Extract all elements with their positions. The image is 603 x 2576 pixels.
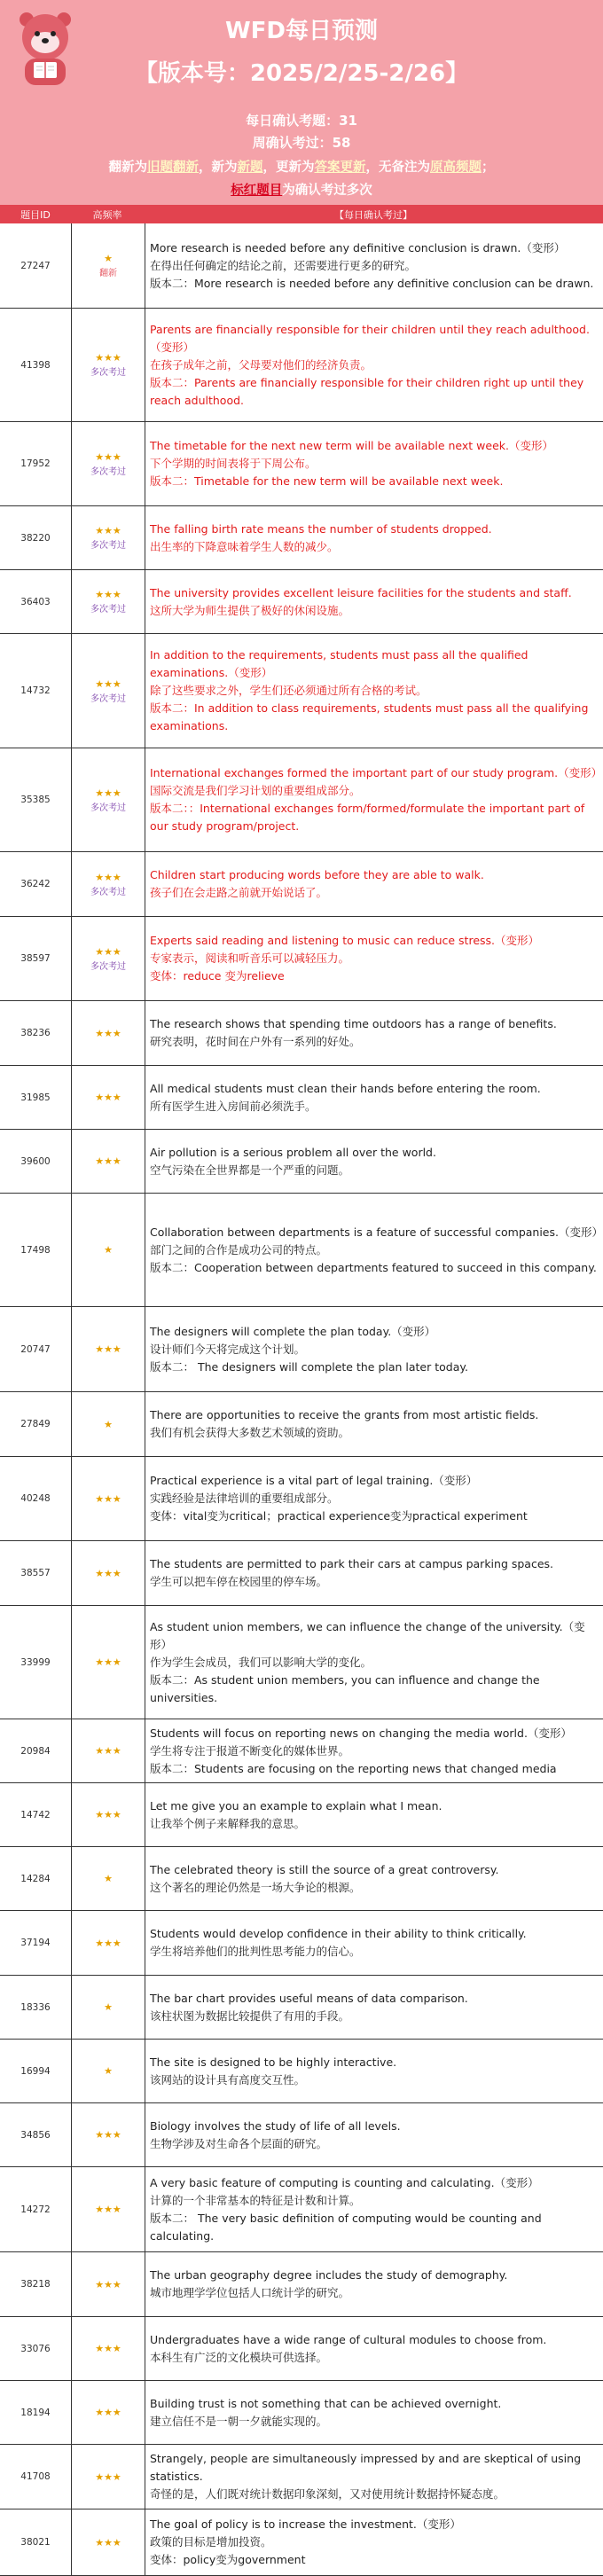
frequency-cell [72,1307,145,1391]
red-tip: 标红题目为确认考过多次 [231,184,372,198]
question-id: 38220 [0,506,72,569]
table-row [0,223,603,309]
question-id: 41398 [0,309,72,421]
question-id: 14742 [0,1783,72,1846]
question-id: 20984 [0,1719,72,1782]
table-row [0,1541,603,1606]
sentence-line: 版本二：In addition to class requirements, students must pass all the qualifying examinations. [150,701,589,732]
sentence-cell [145,2445,603,2509]
frequency-cell [72,1541,145,1605]
table-row [0,1783,603,1847]
sentence-cell [145,422,603,505]
sentence-english: Experts said reading and listening to music can reduce stress.（变形） [150,934,540,947]
frequency-cell [72,1066,145,1129]
frequency-cell [72,1783,145,1846]
star-rating-icon: ★★★ [95,945,121,958]
sentence-english: The site is designed to be highly interactive. [150,2055,397,2069]
sentence-cell [145,506,603,569]
table-row [0,1001,603,1066]
sentence-line: 在得出任何确定的结论之前，还需要进行更多的研究。 [150,258,417,272]
frequency-tag: 多次考过 [90,887,126,897]
question-table [0,223,603,2576]
sentence-line: 设计师们今天将完成这个计划。 [150,1342,306,1356]
sentence-english: There are opportunities to receive the grants from most artistic fields. [150,1408,539,1421]
frequency-cell [72,506,145,569]
frequency-tag: 多次考过 [90,961,126,972]
frequency-tag: 多次考过 [90,605,126,615]
frequency-cell [72,1130,145,1193]
table-row [0,506,603,570]
frequency-cell [72,1976,145,2039]
question-id: 14284 [0,1847,72,1910]
sentence-cell [145,223,603,308]
star-rating-icon: ★★★ [95,589,121,600]
table-row [0,2252,603,2317]
sentence-line: 版本二：As student union members, you can influence and change the universities. [150,1672,540,1704]
sentence-line: 该网站的设计具有高度交互性。 [150,2072,306,2087]
question-id: 38557 [0,1541,72,1605]
question-id: 20747 [0,1307,72,1391]
sentence-line: 奇怪的是，人们既对统计数据印象深刻，又对使用统计数据持怀疑态度。 [150,2487,505,2501]
table-row [0,1976,603,2040]
star-rating-icon: ★ [104,1418,113,1430]
sentence-line: 出生率的下降意味着学生人数的减少。 [150,539,339,553]
sentence-english: Parents are financially responsible for their children until they reach adulthood.（变形） [150,322,590,354]
table-row [0,1307,603,1392]
sentence-cell [145,634,603,748]
table-row [0,309,603,422]
column-header-confirmed: 【每日确认考过】 [334,208,412,221]
weekly-count: 周确认考过：58 [252,135,351,151]
frequency-cell [72,1001,145,1065]
sentence-line: 政策的目标是增加投资。 [150,2535,272,2549]
sentence-line: 这个著名的理论仍然是一场大争论的根源。 [150,1880,361,1894]
sentence-english: The designers will complete the plan today.（变形） [150,1324,436,1338]
frequency-cell [72,2445,145,2509]
star-rating-icon: ★★★ [95,1027,121,1039]
sentence-line: 计算的一个非常基本的特征是计数和计算。 [150,2193,361,2207]
sentence-cell [145,2509,603,2575]
sentence-line: 版本二： The very basic definition of computing would be counting and calculating. [150,2211,542,2243]
sentence-cell [145,917,603,1000]
sentence-line: 研究表明，花时间在户外有一系列的好处。 [150,1035,361,1048]
sentence-line: 专家表示，阅读和听音乐可以减轻压力。 [150,951,350,965]
frequency-cell [72,309,145,421]
version-label: 【版本号：2025/2/25-2/26】 [134,60,469,87]
sentence-line: 建立信任不是一朝一夕就能实现的。 [150,2414,328,2428]
star-rating-icon: ★★★ [95,352,121,364]
frequency-cell [72,1911,145,1975]
sentence-english: Undergraduates have a wide range of cultural modules to choose from. [150,2332,547,2346]
sentence-line: 生物学涉及对生命各个层面的研究。 [150,2136,328,2150]
frequency-cell [72,634,145,748]
frequency-cell [72,1194,145,1306]
sentence-english: The bar chart provides useful means of data comparison. [150,1991,468,2005]
frequency-tag: 多次考过 [90,368,126,378]
sentence-cell [145,1392,603,1456]
sentence-english: The timetable for the next new term will be available next week.（变形） [150,439,553,452]
question-id: 37194 [0,1911,72,1975]
table-row [0,748,603,852]
sentence-line: 该柱状图为数据比较提供了有用的手段。 [150,2008,350,2023]
sentence-english: More research is needed before any definitive conclusion is drawn.（变形） [150,240,566,254]
frequency-cell [72,1847,145,1910]
star-rating-icon: ★ [104,1244,113,1256]
sentence-cell [145,1001,603,1065]
question-id: 14732 [0,634,72,748]
sentence-line: 版本二：Cooperation between departments featured to succeed in this company. [150,1260,597,1274]
sentence-line: 版本二：Students are focusing on the reporting news that changed media [150,1761,557,1775]
sentence-cell [145,1911,603,1975]
frequency-cell [72,570,145,633]
sentence-line: 所有医学生进入房间前必须洗手。 [150,1099,317,1113]
sentence-english: All medical students must clean their hands before entering the room. [150,1081,541,1095]
star-rating-icon: ★★★ [95,2536,121,2549]
sentence-line: 学生将专注于报道不断变化的媒体世界。 [150,1743,350,1758]
star-rating-icon: ★★★ [95,1343,121,1355]
question-id: 35385 [0,748,72,851]
question-id: 41708 [0,2445,72,2509]
sentence-cell [145,570,603,633]
column-header-frequency: 高频率 [92,208,122,221]
table-row [0,1130,603,1194]
question-id: 38597 [0,917,72,1000]
question-id: 33076 [0,2317,72,2380]
sentence-line: 版本二：：International exchanges form/formed/formulate the important part of our study program/project. [150,802,585,833]
frequency-cell [72,223,145,308]
frequency-cell [72,2317,145,2380]
sentence-english: The celebrated theory is still the source of a great controversy. [150,1862,499,1876]
frequency-cell [72,2167,145,2251]
table-row [0,634,603,748]
sentence-english: Practical experience is a vital part of legal training.（变形） [150,1474,478,1487]
sentence-cell [145,1847,603,1910]
question-id: 16994 [0,2040,72,2102]
sentence-line: 版本二：Parents are financially responsible for their children right up until they reach adulthood. [150,375,584,407]
sentence-line: 学生可以把车停在校园里的停车场。 [150,1575,328,1588]
sentence-english: Biology involves the study of life of all levels. [150,2118,401,2133]
table-row [0,1606,603,1719]
frequency-cell [72,1719,145,1782]
star-rating-icon: ★ [104,2001,113,2013]
star-rating-icon: ★★★ [95,1092,121,1103]
sentence-line: 版本二： The designers will complete the plan later today. [150,1359,468,1374]
table-row [0,422,603,506]
question-id: 17498 [0,1194,72,1306]
sentence-english: In addition to the requirements, students must pass all the qualified examinations.（变形） [150,648,529,679]
table-row [0,1911,603,1976]
sentence-english: Let me give you an example to explain what I mean. [150,1798,442,1813]
sentence-english: A very basic feature of computing is counting and calculating.（变形） [150,2175,539,2189]
question-id: 38021 [0,2509,72,2575]
sentence-cell [145,1541,603,1605]
sentence-line: 作为学生会成员，我们可以影响大学的变化。 [150,1655,372,1669]
question-id: 14272 [0,2167,72,2251]
frequency-cell [72,2381,145,2444]
star-rating-icon: ★★★ [95,1937,121,1949]
question-id: 18336 [0,1976,72,2039]
table-row [0,917,603,1001]
sentence-cell [145,2103,603,2166]
star-rating-icon: ★★★ [95,2129,121,2141]
sentence-cell [145,852,603,916]
sentence-english: Children start producing words before they are able to walk. [150,868,484,881]
sentence-line: 空气污染在全世界都是一个严重的问题。 [150,1163,350,1177]
question-id: 27247 [0,223,72,308]
star-rating-icon: ★★★ [95,450,121,463]
frequency-tag: 多次考过 [90,541,126,551]
sentence-line: 学生将培养他们的批判性思考能力的信心。 [150,1945,361,1958]
table-row [0,2381,603,2445]
sentence-english: The research shows that spending time outdoors has a range of benefits. [150,1017,557,1030]
sentence-english: International exchanges formed the important part of our study program.（变形） [150,766,603,779]
sentence-cell [145,1719,603,1782]
table-row [0,570,603,634]
table-row [0,2103,603,2167]
sentence-line: 让我举个例子来解释我的意思。 [150,1816,306,1830]
sentence-cell [145,1457,603,1540]
sentence-cell [145,1606,603,1719]
sentence-english: As student union members, we can influence the change of the university.（变形） [150,1619,585,1651]
table-row [0,1847,603,1911]
sentence-line: 实践经验是法律培训的重要组成部分。 [150,1492,339,1505]
question-id: 31985 [0,1066,72,1129]
header-banner [0,0,603,223]
sentence-cell [145,2317,603,2380]
table-row [0,2445,603,2509]
star-rating-icon: ★★★ [95,1492,121,1505]
sentence-line: 国际交流是我们学习计划的重要组成部分。 [150,784,361,797]
frequency-cell [72,2509,145,2575]
sentence-line: 除了这些要求之外，学生们还必须通过所有合格的考试。 [150,684,427,697]
sentence-line: 城市地理学学位包括人口统计学的研究。 [150,2286,350,2299]
question-id: 38236 [0,1001,72,1065]
frequency-cell [72,1392,145,1456]
legend-note: 翻新为旧题翻新，新为新题，更新为答案更新，无备注为原高频题； [108,161,495,175]
sentence-line: 版本二：More research is needed before any definitive conclusion can be drawn. [150,276,594,290]
star-rating-icon: ★★★ [95,2343,121,2354]
frequency-cell [72,748,145,851]
sentence-line: 在孩子成年之前，父母要对他们的经济负责。 [150,357,372,372]
star-rating-icon: ★★★ [95,1656,121,1668]
question-id: 18194 [0,2381,72,2444]
star-rating-icon: ★★★ [95,2470,121,2483]
table-row [0,1457,603,1541]
daily-count: 每日确认考题：31 [246,113,357,129]
sentence-cell [145,2381,603,2444]
sentence-english: The falling birth rate means the number of students dropped. [150,521,492,536]
sentence-english: The students are permitted to park their cars at campus parking spaces. [150,1557,554,1570]
frequency-cell [72,852,145,916]
sentence-english: Students would develop confidence in their ability to think critically. [150,1927,527,1940]
frequency-cell [72,2252,145,2316]
frequency-tag: 多次考过 [90,693,126,704]
frequency-tag: 翻新 [99,269,117,278]
frequency-cell [72,2040,145,2102]
sentence-english: Building trust is not something that can be achieved overnight. [150,2396,502,2410]
star-rating-icon: ★★★ [95,2204,121,2215]
frequency-cell [72,917,145,1000]
sentence-line: 变体：reduce 变为relieve [150,969,285,983]
star-rating-icon: ★★★ [95,1155,121,1167]
sentence-line: 这所大学为师生提供了极好的休闲设施。 [150,603,350,617]
sentence-cell [145,1976,603,2039]
question-id: 40248 [0,1457,72,1540]
table-header [0,205,603,223]
question-id: 36242 [0,852,72,916]
table-row [0,2040,603,2103]
table-row [0,1719,603,1783]
sentence-cell [145,1783,603,1846]
sentence-cell [145,2040,603,2102]
star-rating-icon: ★ [104,253,113,264]
sentence-line: 变体：vital变为critical；practical experience变为practical experiment [150,1509,528,1523]
column-header-id: 题目ID [20,208,51,221]
star-rating-icon: ★★★ [95,2407,121,2418]
frequency-tag: 多次考过 [90,803,126,813]
question-id: 33999 [0,1606,72,1719]
sentence-line: 我们有机会获得大多数艺术领域的资助。 [150,1426,350,1439]
question-id: 39600 [0,1130,72,1193]
frequency-cell [72,2103,145,2166]
table-row [0,1392,603,1457]
sentence-cell [145,2252,603,2316]
sentence-cell [145,309,603,421]
sentence-cell [145,1130,603,1193]
table-row [0,1194,603,1307]
table-row [0,852,603,917]
sentence-english: The urban geography degree includes the study of demography. [150,2268,508,2282]
sentence-cell [145,1307,603,1391]
sentence-line: 变体：policy变为government [150,2553,306,2566]
page-title: WFD每日预测 [224,18,379,44]
sentence-english: Strangely, people are simultaneously impressed by and are skeptical of using statistics. [150,2452,582,2483]
table-row [0,2167,603,2252]
question-id: 34856 [0,2103,72,2166]
sentence-english: The university provides excellent leisure facilities for the students and staff. [150,585,572,599]
question-id: 38218 [0,2252,72,2316]
sentence-english: Collaboration between departments is a feature of successful companies.（变形） [150,1225,603,1239]
sentence-cell [145,1194,603,1306]
frequency-tag: 多次考过 [90,466,126,477]
sentence-cell [145,2167,603,2251]
star-rating-icon: ★★★ [95,677,121,690]
star-rating-icon: ★★★ [95,1809,121,1820]
sentence-cell [145,1066,603,1129]
frequency-cell [72,422,145,505]
sentence-line: 孩子们在会走路之前就开始说话了。 [150,886,328,899]
star-rating-icon: ★★★ [95,525,121,536]
sentence-line: 版本二：Timetable for the new term will be available next week. [150,474,504,488]
star-rating-icon: ★★★ [95,1745,121,1757]
star-rating-icon: ★★★ [95,2278,121,2290]
question-id: 17952 [0,422,72,505]
sentence-cell [145,748,603,851]
frequency-cell [72,1457,145,1540]
frequency-cell [72,1606,145,1719]
table-row [0,1066,603,1130]
star-rating-icon: ★★★ [95,1567,121,1579]
sentence-line: 下个学期的时间表将于下周公布。 [150,457,317,470]
sentence-line: 部门之间的合作是成功公司的特点。 [150,1242,328,1257]
star-rating-icon: ★★★ [95,871,121,883]
sentence-english: Students will focus on reporting news on changing the media world.（变形） [150,1726,572,1740]
sentence-line: 本科生有广泛的文化模块可供选择。 [150,2350,328,2364]
question-id: 27849 [0,1392,72,1456]
question-id: 36403 [0,570,72,633]
table-row [0,2317,603,2381]
star-rating-icon: ★ [104,1873,113,1884]
star-rating-icon: ★★★ [95,787,121,799]
sentence-english: The goal of policy is to increase the investment.（变形） [150,2517,461,2531]
sentence-english: Air pollution is a serious problem all over the world. [150,1145,436,1159]
star-rating-icon: ★ [104,2065,113,2077]
